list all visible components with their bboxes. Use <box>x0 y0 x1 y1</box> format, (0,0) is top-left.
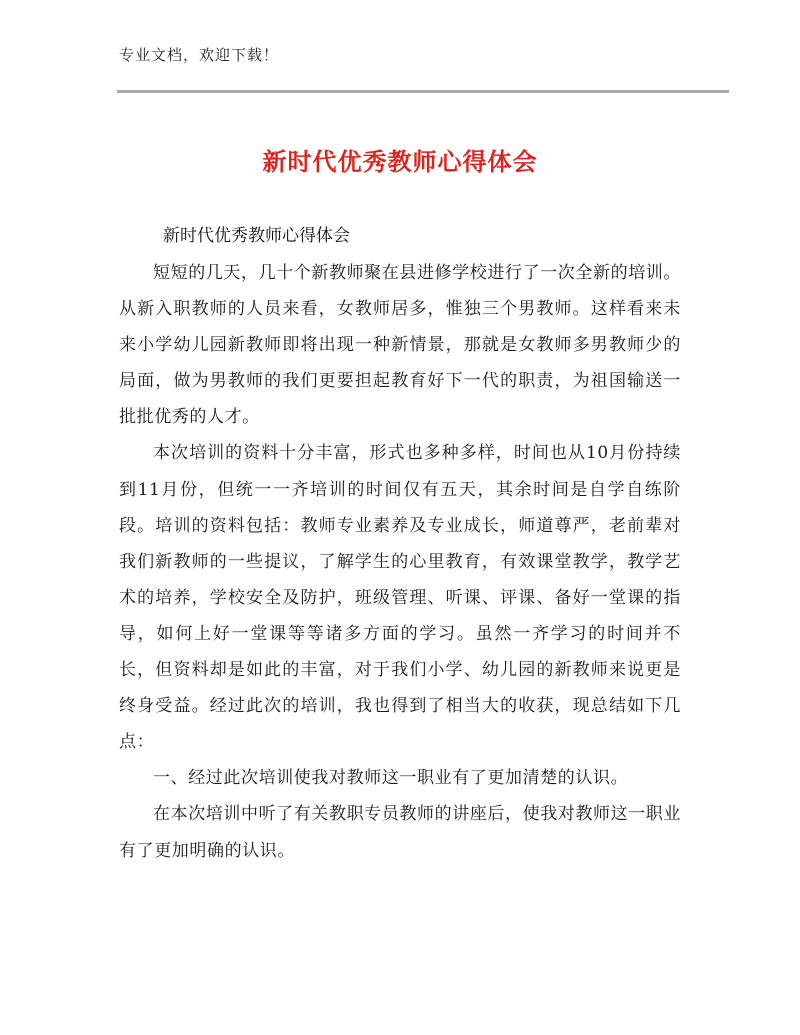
header-divider <box>117 90 729 93</box>
document-title: 新时代优秀教师心得体会 <box>262 148 538 176</box>
paragraph: 在本次培训中听了有关教职专员教师的讲座后，使我对教师这一职业有了更加明确的认识。 <box>119 804 681 861</box>
header-note: 专业文档，欢迎下载！ <box>119 46 280 64</box>
document-subtitle: 新时代优秀教师心得体会 <box>163 226 350 246</box>
document-body <box>119 255 681 869</box>
paragraph: 本次培训的资料十分丰富，形式也多种多样，时间也从10月份持续到11月份，但统一一齐培训的时间仅有五天，其余时间是自学自练阶段。培训的资料包括：教师专业素养及专业成长，师道尊严，老前辈对我们新教师的一些提议，了解学生的心里教育，有效课堂教学，教学艺术的培养，学校安全及防护，班级管理、听课、评课、备好一堂课的指导，如何上好一堂课等等诸多方面的学习。虽然一齐学习的时间并不长，但资料却是如此的丰富，对于我们小学、幼儿园的新教师来说更是终身受益。经过此次的培训，我也得到了相当大的收获，现总结如下几点： <box>119 443 681 753</box>
paragraph: 一、经过此次培训使我对教师这一职业有了更加清楚的认识。 <box>153 768 629 789</box>
paragraph: 短短的几天，几十个新教师聚在县进修学校进行了一次全新的培训。从新入职教师的人员来看，女教师居多，惟独三个男教师。这样看来未来小学幼儿园新教师即将出现一种新情景，那就是女教师多男教师少的局面，做为男教师的我们更要担起教育好下一代的职责，为祖国输送一批批优秀的人才。 <box>119 263 681 428</box>
